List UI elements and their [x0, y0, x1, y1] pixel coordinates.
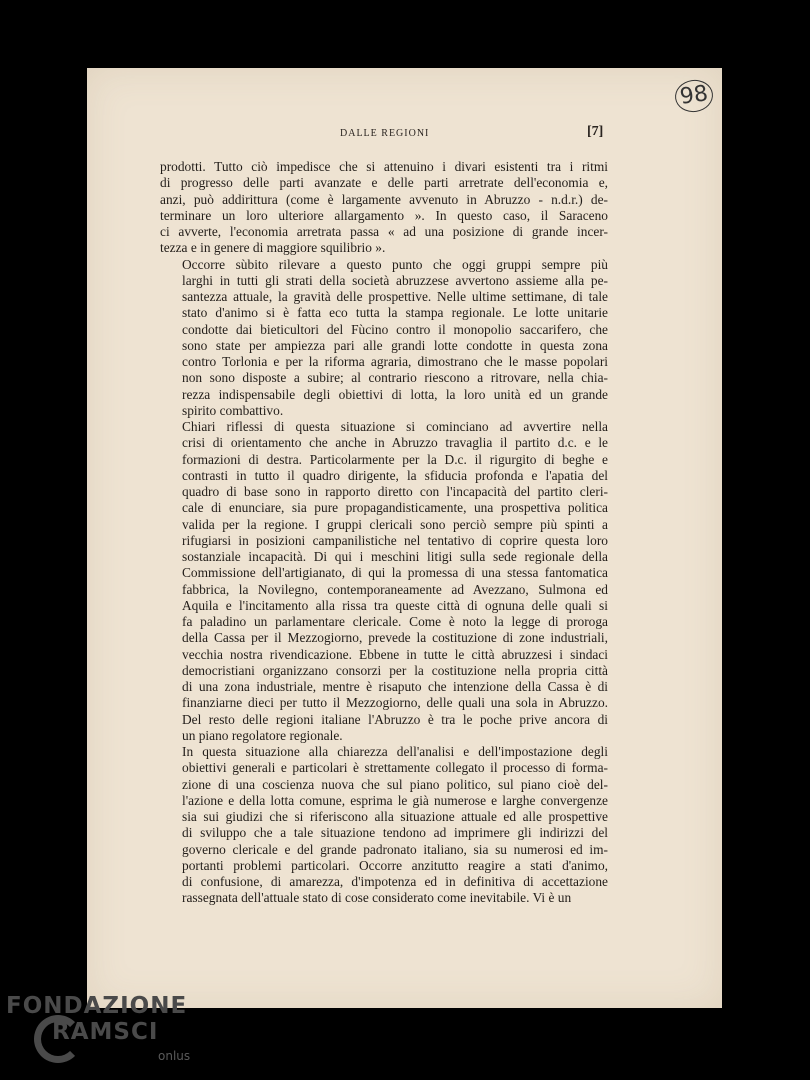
text-line: tezza e in genere di maggiore squilibrio ». — [160, 240, 386, 256]
text-line: Chiari riflessi di questa situazione si cominciano ad avvertire nella — [182, 419, 608, 434]
running-header: DALLE REGIONI — [340, 128, 430, 139]
text-line: prodotti. Tutto ciò impedisce che si attenuino i divari esistenti tra i ritmi — [160, 159, 608, 174]
body-text — [160, 159, 608, 907]
text-line: crisi di orientamento che anche in Abruzzo travaglia il partito d.c. e le — [182, 435, 608, 451]
text-line: Aquila e l'incitamento alla rissa tra queste città di ognuna delle quali si — [182, 597, 608, 613]
text-line: l'azione e della lotta comune, esprima le già numerose e larghe convergenze — [182, 792, 608, 808]
logo-line-1: FONDAZIONE — [6, 993, 188, 1019]
text-line: anzi, può addirittura (come è largamente avvenuto in Abruzzo - n.d.r.) de- — [160, 191, 608, 207]
text-line: quadro di base sono in rapporto diretto con l'incapacità del partito cleri- — [182, 484, 608, 499]
text-line: sono state per ampiezza pari alle grandi lotte condotte in questa zona — [182, 337, 608, 353]
text-line: formazioni di destra. Particolarmente per la D.c. il rigurgito di beghe e — [182, 451, 608, 467]
text-line: vecchia nostra rivendicazione. Ebbene in tutte le città abruzzesi i sindaci — [182, 646, 608, 662]
fondazione-gramsci-logo — [6, 993, 206, 1073]
text-line: Occorre sùbito rilevare a questo punto che oggi gruppi sempre più — [182, 256, 608, 272]
text-line: terminare un loro ulteriore allargamento ». In questo caso, il Saraceno — [160, 207, 608, 223]
document-page — [87, 68, 722, 1008]
text-line: larghi in tutti gli strati della società abruzzese avvertono assieme alla pe- — [182, 272, 608, 288]
text-line: spirito combattivo. — [182, 402, 284, 418]
text-line: sia sui giudizi che si riferiscono alla situazione attuale ed alle prospettive — [182, 809, 608, 824]
logo-line-2: RAMSCI — [52, 1019, 159, 1045]
text-line: rassegnata dell'attuale stato di cose considerato come inevitabile. Vi è un — [182, 890, 572, 906]
paragraph — [160, 419, 608, 744]
text-line: obiettivi generali e particolari è strettamente collegato il processo di forma- — [182, 760, 608, 776]
text-line: santezza attuale, la gravità delle prospettive. Nelle ultime settimane, di tale — [182, 289, 608, 304]
text-line: ci avverte, l'economia arretrata passa « ad una posizione di grande incer- — [160, 224, 608, 239]
text-line: contrasti in tutto il quadro dirigente, la sfiducia profonda e l'apatia del — [182, 467, 608, 483]
page-number: [7] — [587, 124, 604, 139]
text-line: Commissione dell'artigianato, di qui la promessa di una stessa fantomatica — [182, 565, 608, 581]
text-line: rifugiarsi in posizioni campanilistiche nel tentativo di coprire questa loro — [182, 532, 608, 548]
text-line: zione di una coscienza nuova che sul piano politico, sul piano cioè del- — [182, 776, 608, 792]
text-line: finanziarne dieci per tutto il Mezzogiorno, delle quali una sola in Abruzzo. — [182, 695, 608, 711]
text-line: valida per la regione. I gruppi clericali sono perciò sempre più spinti a — [182, 516, 608, 532]
text-line: democristiani organizzano consorzi per la costituzione nella propria città — [182, 662, 608, 678]
text-line: sostanziale incapacità. Di qui i meschini litigi sulla sede regionale della — [182, 549, 608, 564]
text-line: della Cassa per il Mezzogiorno, prevede la costituzione di zone industriali, — [182, 630, 608, 646]
text-line: condotte dai bieticultori del Fùcino contro il monopolio saccarifero, che — [182, 321, 608, 337]
text-line: fa paladino un parlamentare clericale. Come è noto la legge di proroga — [182, 614, 608, 629]
paragraph — [160, 257, 608, 420]
text-line: portanti problemi particolari. Occorre anzitutto reagire a stati d'animo, — [182, 857, 608, 873]
paragraph — [160, 744, 608, 907]
paragraph — [160, 159, 608, 257]
text-line: rezza indispensabile degli obiettivi di lotta, la loro unità ed un grande — [182, 386, 608, 402]
text-line: non sono disposte a subire; al contrario riescono a ritrovare, nella chia- — [182, 370, 608, 386]
text-line: stato d'animo si è fatta eco tutta la stampa regionale. Le lotte unitarie — [182, 305, 608, 321]
text-line: In questa situazione alla chiarezza dell'analisi e dell'impostazione degli — [182, 744, 608, 759]
text-line: un piano regolatore regionale. — [182, 727, 343, 743]
text-line: Del resto delle regioni italiane l'Abruzzo è tra le poche prive ancora di — [182, 711, 608, 727]
text-line: di una zona industriale, mentre è risaputo che intenzione della Cassa è di — [182, 679, 608, 694]
text-line: di confusione, di amarezza, d'impotenza ed in definitiva di accettazione — [182, 874, 608, 889]
text-line: contro Torlonia e per la riforma agraria, dimostrano che le masse popolari — [182, 354, 608, 369]
text-line: fabbrica, la Novilegno, contemporaneamente ad Avezzano, Sulmona ed — [182, 581, 608, 597]
text-line: di sviluppo che a tale situazione tendono ad imprimere gli indirizzi del — [182, 825, 608, 841]
handwritten-page-mark: 98 — [673, 78, 715, 115]
text-line: di progresso delle parti avanzate e delle parti arretrate dell'economia e, — [160, 175, 608, 191]
text-line: cale di enunciare, sia pure propagandisticamente, una prospettiva politica — [182, 500, 608, 516]
logo-subtitle: onlus — [158, 1049, 191, 1063]
text-line: governo clericale e del grande padronato italiano, sia su numerosi ed im- — [182, 841, 608, 857]
